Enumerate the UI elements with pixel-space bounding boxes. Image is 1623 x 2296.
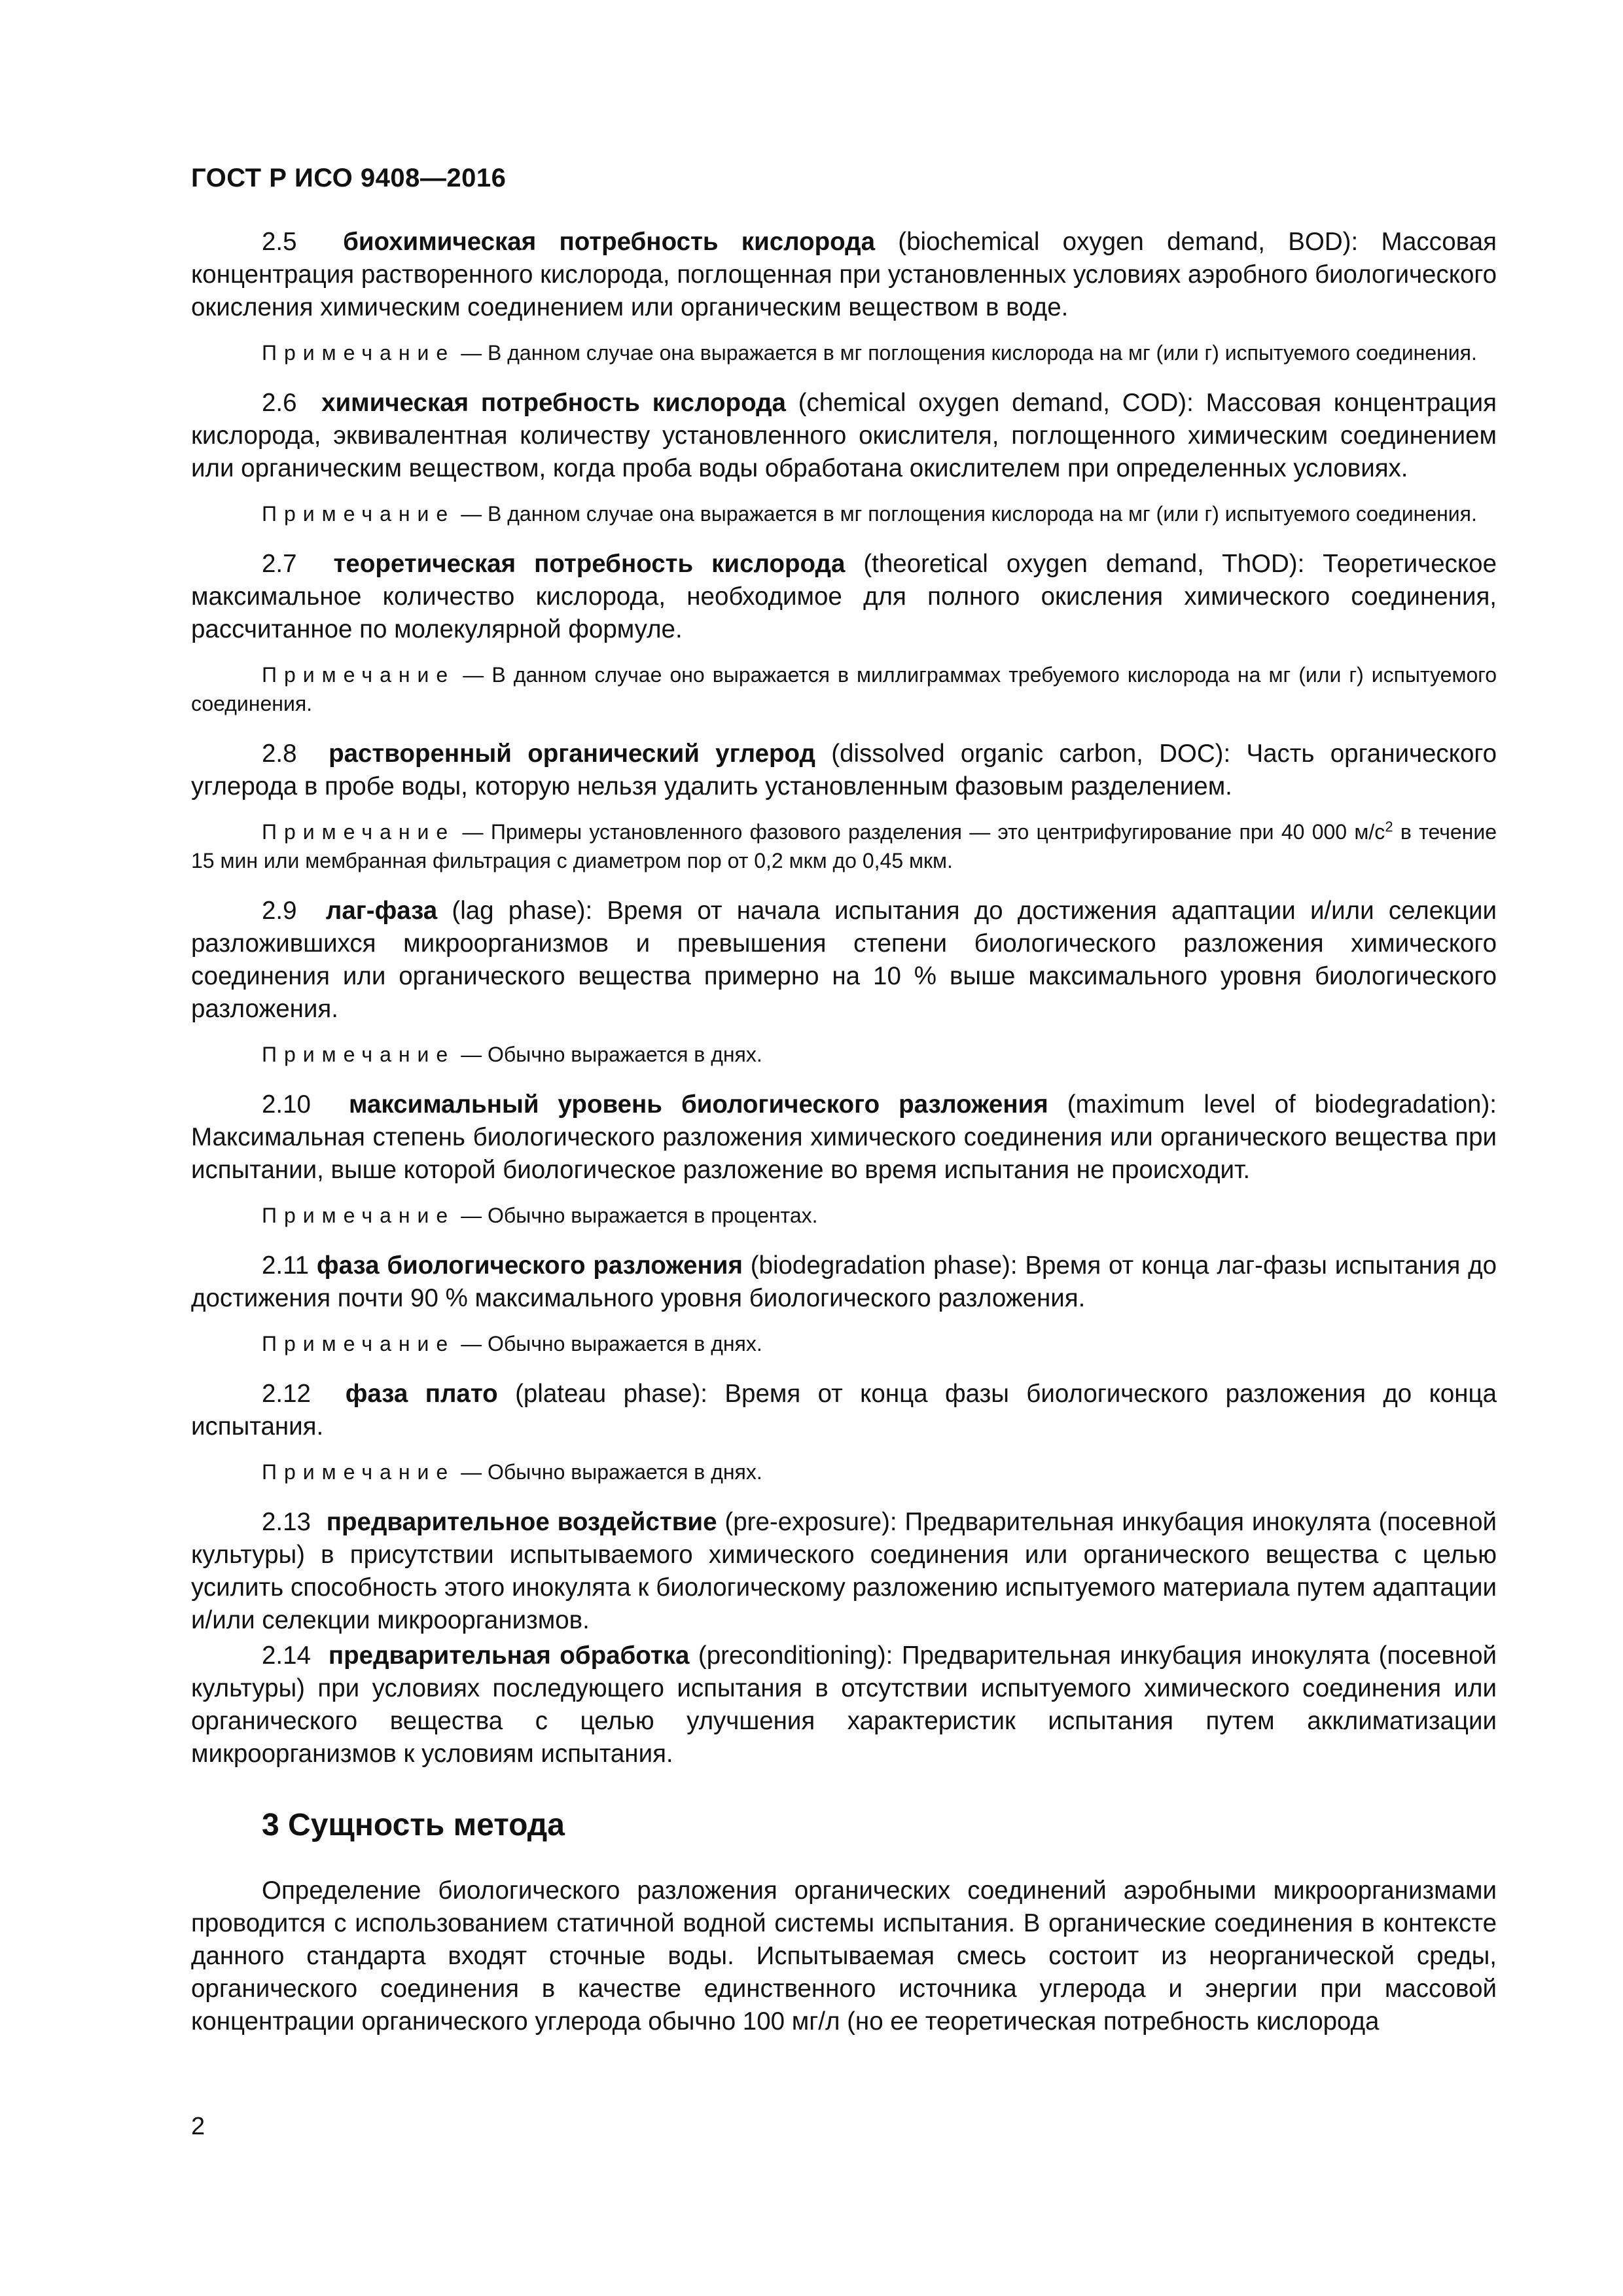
note-label: Примечание <box>262 341 455 365</box>
definition-text: (plateau phase): Время от конца фазы биологического разложения до конца испытания. <box>191 1380 1497 1441</box>
clause-number: 2.10 <box>262 1090 311 1119</box>
note-2-8 <box>191 817 1497 875</box>
definition-text: (dissolved organic carbon, DOC): Часть органического углерода в пробе воды, которую нельзя удалить установленным фазовым разделением. <box>191 740 1497 800</box>
note-label: Примечание <box>262 663 455 687</box>
note-label: Примечание <box>262 1043 455 1066</box>
note-text: Обычно выражается в днях. <box>488 1460 762 1484</box>
definition-text: (biodegradation phase): Время от конца лаг-фазы испытания до достижения почти 90 % максимального уровня биологического разложения. <box>191 1251 1497 1312</box>
definition-2-8 <box>191 738 1497 803</box>
note-dash: — <box>455 1460 488 1484</box>
note-text: В данном случае оно выражается в миллиграммах требуемого кислорода на мг (или г) испытуемого соединения. <box>191 663 1497 715</box>
note-2-11 <box>191 1329 1497 1358</box>
section-3-text: Определение биологического разложения органических соединений аэробными микроорганизмами проводится с использованием статичной водной системы испытания. В органические соединения в контексте данного стандарта входят сточные воды. Испытываемая смесь состоит из неорганической среды, органического соединения в качестве единственного источника углерода и энергии при массовой концентрации органического углерода обычно 100 мг/л (но ее теоретическая потребность кислорода <box>191 1876 1497 2036</box>
definition-2-9 <box>191 895 1497 1026</box>
term: фаза плато <box>345 1380 498 1408</box>
definition-text: (maximum level of biodegradation): Максимальная степень биологического разложения химического соединения или органического вещества при испытании, выше которой биологическое разложение во время испытания не происходит. <box>191 1090 1497 1184</box>
note-text: Обычно выражается в днях. <box>488 1332 762 1355</box>
document-body <box>191 226 1497 2055</box>
clause-number: 2.9 <box>262 897 297 925</box>
note-dash: — <box>455 1204 488 1227</box>
note-dash: — <box>455 663 492 687</box>
note-dash: — <box>455 820 491 844</box>
note-dash: — <box>455 1332 488 1355</box>
definition-text: (theoretical oxygen demand, ThOD): Теоретическое максимальное количество кислорода, необходимое для полного окисления химического соединения, рассчитанное по молекулярной формуле. <box>191 550 1497 643</box>
note-label: Примечание <box>262 1460 455 1484</box>
page-number: 2 <box>191 2113 205 2140</box>
note-label: Примечание <box>262 502 455 526</box>
term: химическая потребность кислорода <box>321 389 786 417</box>
clause-number: 2.11 <box>262 1251 310 1280</box>
term: биохимическая потребность кислорода <box>343 228 875 256</box>
note-text: В данном случае она выражается в мг поглощения кислорода на мг (или г) испытуемого соединения. <box>488 341 1477 365</box>
clause-number: 2.6 <box>262 389 297 417</box>
section-title: 3 Сущность метода <box>262 1808 565 1842</box>
definition-2-12 <box>191 1378 1497 1443</box>
term: предварительное воздействие <box>326 1508 717 1536</box>
clause-number: 2.8 <box>262 740 297 768</box>
note-2-10 <box>191 1201 1497 1230</box>
note-label: Примечание <box>262 1204 455 1227</box>
definition-2-14 <box>191 1640 1497 1770</box>
term: фаза биологического разложения <box>316 1251 743 1280</box>
note-dash: — <box>455 502 488 526</box>
definition-2-6 <box>191 387 1497 485</box>
clause-number: 2.7 <box>262 550 297 578</box>
note-text: Обычно выражается в днях. <box>488 1043 762 1066</box>
definition-2-7 <box>191 548 1497 646</box>
note-2-9 <box>191 1040 1497 1069</box>
note-2-5 <box>191 338 1497 367</box>
note-text: В данном случае она выражается в мг поглощения кислорода на мг (или г) испытуемого соединения. <box>488 502 1477 526</box>
note-text-cont: в течение 15 мин или мембранная фильтрация с диаметром пор от 0,2 мкм до 0,45 мкм. <box>191 820 1497 872</box>
definition-text: (pre-exposure): Предварительная инкубация инокулята (посевной культуры) в присутствии испытываемого химического соединения или органического вещества с целью усилить способность этого инокулята к биологическому разложению испытуемого материала путем адаптации и/или селекции микроорганизмов. <box>191 1508 1497 1634</box>
superscript: 2 <box>1385 818 1393 835</box>
term: лаг-фаза <box>325 897 438 925</box>
note-dash: — <box>455 341 488 365</box>
note-2-7 <box>191 660 1497 718</box>
definition-text: (lag phase): Время от начала испытания до достижения адаптации и/или селекции разложившихся микроорганизмов и превышения степени биологического разложения химического соединения или органического вещества примерно на 10 % выше максимального уровня биологического разложения. <box>191 897 1497 1023</box>
term: предварительная обработка <box>328 1641 690 1670</box>
definition-text: (chemical oxygen demand, COD): Массовая концентрация кислорода, эквивалентная количеству установленного окислителя, поглощенного химическим соединением или органическим веществом, когда проба воды обработана окислителем при определенных условиях. <box>191 389 1497 482</box>
definition-2-13 <box>191 1506 1497 1637</box>
note-2-12 <box>191 1458 1497 1486</box>
clause-number: 2.14 <box>262 1641 311 1670</box>
term: максимальный уровень биологического разложения <box>348 1090 1048 1119</box>
clause-number: 2.13 <box>262 1508 311 1536</box>
clause-number: 2.12 <box>262 1380 311 1408</box>
definition-text: (biochemical oxygen demand, BOD): Массовая концентрация растворенного кислорода, поглощенная при установленных условиях аэробного биологического окисления химическим соединением или органическим веществом в воде. <box>191 228 1497 321</box>
term: теоретическая потребность кислорода <box>333 550 846 578</box>
note-text: Обычно выражается в процентах. <box>488 1204 818 1227</box>
definition-2-5 <box>191 226 1497 324</box>
document-header: ГОСТ Р ИСО 9408—2016 <box>191 164 507 192</box>
note-label: Примечание <box>262 820 455 844</box>
definition-2-10 <box>191 1088 1497 1187</box>
note-dash: — <box>455 1043 488 1066</box>
clause-number: 2.5 <box>262 228 297 256</box>
term: растворенный органический углерод <box>329 740 815 768</box>
note-2-6 <box>191 499 1497 528</box>
note-text: Примеры установленного фазового разделения — это центрифугирование при 40 000 м/с <box>490 820 1385 844</box>
definition-text: (preconditioning): Предварительная инкубация инокулята (посевной культуры) при условиях последующего испытания в отсутствии испытуемого химического соединения или органического вещества с целью улучшения характеристик испытания путем акклиматизации микроорганизмов к условиям испытания. <box>191 1641 1497 1768</box>
definition-2-11 <box>191 1249 1497 1315</box>
note-label: Примечание <box>262 1332 455 1355</box>
